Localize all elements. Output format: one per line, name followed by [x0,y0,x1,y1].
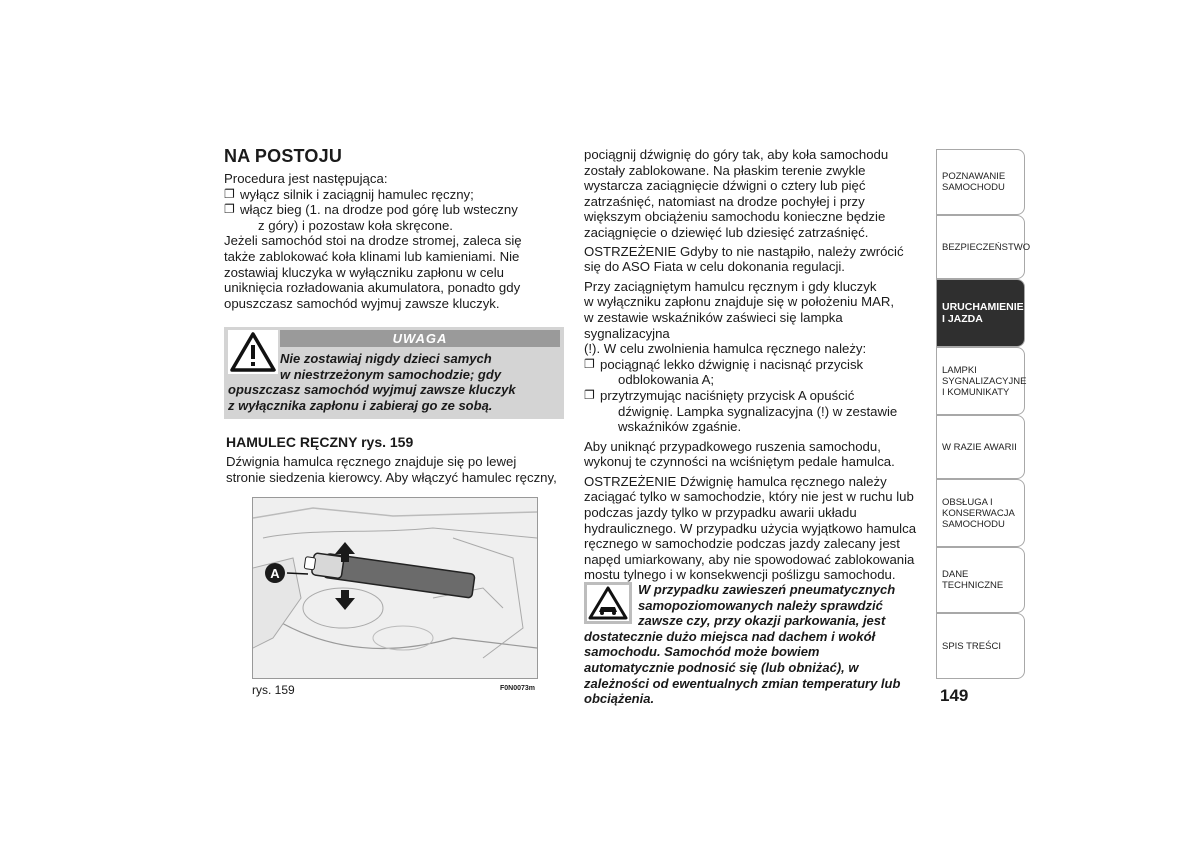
text-line: dostatecznie dużo miejsca nad dachem i wokół [584,628,876,644]
tab-label: W RAZIE AWARII [942,441,1017,453]
checkbox-bullet-icon: ❐ [224,202,235,217]
tab-label: BEZPIECZEŃSTWO [942,241,1031,253]
tab-label: SAMOCHODU [942,518,1005,530]
tab-lampki-sygnalizacyjne[interactable] [936,347,1025,415]
tab-label: OBSŁUGA I [942,496,993,508]
text-line: Aby uniknąć przypadkowego ruszenia samochodu, [584,438,881,454]
tab-label: DANE TECHNICZNE [942,569,1004,591]
tab-spis-tresci[interactable] [936,613,1025,679]
bullet-text: z góry) i pozostaw koła skręcone. [258,217,453,233]
car-roof-warning-icon [584,582,632,624]
list-item [224,187,564,203]
paragraph [584,439,920,470]
text-line: hydraulicznego. W przypadku użycia wyjątkowo hamulca [584,520,917,536]
text-line: zależności od ewentualnych zmian temperatury lub [584,675,901,691]
list-item [224,202,564,233]
section-title: NA POSTOJU [224,146,343,166]
page-number: 149 [940,686,969,705]
tab-w-razie-awarii[interactable] [936,415,1025,479]
intro-text: Procedura jest następująca: [224,171,388,186]
paragraph [584,244,920,275]
paragraph [584,147,920,241]
text-line: uniknięcia rozładowania akumulatora, ponadto gdy [224,280,521,296]
tab-label: SAMOCHODU [942,182,1005,193]
checkbox-bullet-icon: ❐ [584,387,595,402]
text-line: samopoziomowanych należy sprawdzić [638,597,883,613]
figure-code: F0N0073m [500,685,536,692]
tab-obsluga-i-konserwacja[interactable] [936,479,1025,547]
text-line: automatycznie podnosić się (lub obniżać), w [584,659,859,675]
figure-caption: rys. 159 [252,683,295,697]
text-line: Jeżeli samochód stoi na drodze stromej, zaleca się [224,233,522,249]
checkbox-bullet-icon: ❐ [224,186,235,201]
text-line: zostawiaj kluczyka w wyłączniku zapłonu w celu [224,264,504,280]
text-line: zostały zablokowane. Na płaskim terenie zwykle [584,162,866,178]
checkbox-bullet-icon: ❐ [584,356,595,371]
list-item [584,388,920,435]
text-line: zawsze czy, przy okazji parkowania, jest [638,613,886,629]
text-line: z wyłącznika zapłonu i zabieraj go ze sobą. [228,397,493,413]
text-line: obciążenia. [584,691,655,707]
text-line: wykonuj te czynności na wciśniętym pedale hamulca. [584,454,895,470]
handbrake-section [226,434,566,485]
bullet-text: dźwignię. Lampka sygnalizacyjna (!) w zestawie [618,403,898,419]
paragraph [584,279,920,357]
text-line: OSTRZEŻENIE Dźwignię hamulca ręcznego należy [584,473,887,489]
tab-poznawanie-samochodu[interactable] [936,149,1025,215]
tab-label: I KOMUNIKATY [942,386,1010,398]
list-item [584,357,920,388]
text-line: zaciągnięcie o dziewięć lub dziesięć zatrzaśnięć. [584,224,869,240]
bullet-text: odblokowania A; [618,372,715,388]
callout-A: A [270,566,280,581]
bullet-text: przytrzymując naciśnięty przycisk A opuścić [600,387,855,403]
text-line: w zestawie wskaźników zaświeci się lampka sygnalizacyjna [584,309,843,341]
note-text [584,582,920,707]
text-line: pociągnij dźwignię do góry tak, aby koła samochodu [584,147,889,162]
text-line: zatrzaśnięć, natomiast na drodze pochyłej i przy [584,193,865,209]
text-line: zaciągać tylko w samochodzie, który nie jest w ruchu lub [584,489,914,505]
bullet-text: wskaźników zgaśnie. [618,419,742,435]
text-line: Nie zostawiaj nigdy dzieci samych [280,351,492,366]
text-line: OSTRZEŻENIE Gdyby to nie nastąpiło, należy zwrócić [584,243,904,259]
text-line: stronie siedzenia kierowcy. Aby włączyć hamulec ręczny, [226,469,557,485]
text-line: w niestrzeżonym samochodzie; gdy [280,366,502,382]
subsection-title: HAMULEC RĘCZNY rys. 159 [226,434,414,450]
tab-label: URUCHAMIENIE [942,301,1024,313]
bullet-text: włącz bieg (1. na drodze pod górę lub wsteczny [240,202,518,218]
text-line: w wyłączniku zapłonu znajduje się w położeniu MAR, [584,294,895,310]
warning-header: UWAGA [280,330,560,347]
left-column [224,146,564,311]
text-line: także zablokować koła klinami lub kamieniami. Nie [224,248,520,264]
text-line: W przypadku zawieszeń pneumatycznych [638,582,896,597]
note-box [584,582,920,707]
text-line: (!). W celu zwolnienia hamulca ręcznego należy: [584,341,867,357]
text-line: samochodu. Samochód może bowiem [584,644,820,660]
text-line: Przy zaciągniętym hamulcu ręcznym i gdy kluczyk [584,278,877,294]
section-tabs [936,149,1031,679]
text-line: opuszczasz samochód wyjmuj zawsze kluczyk. [224,295,500,311]
text-line: się do ASO Fiata w celu dokonania regulacji. [584,259,845,275]
paragraph [224,233,564,311]
text-line: podczas jazdy tylko w przypadku awarii układu [584,505,857,521]
tab-label: I JAZDA [942,313,983,325]
tab-label: KONSERWACJA [942,507,1015,519]
tab-label: POZNAWANIE [942,171,1006,182]
paragraph [226,454,566,485]
tab-label: SPIS TREŚCI [942,640,1001,652]
tab-dane-techniczne[interactable] [936,547,1025,613]
text-line: wystarcza zaciągnięcie dźwigni o cztery lub pięć [584,178,866,194]
text-line: Dźwignia hamulca ręcznego znajduje się po lewej [226,454,517,469]
bullet-text: pociągnąć lekko dźwignię i nacisnąć przycisk [600,356,864,372]
tab-label: SYGNALIZACYJNE [942,375,1027,387]
tab-bezpieczenstwo[interactable] [936,215,1031,279]
tab-uruchamienie-i-jazda[interactable] [936,279,1025,347]
bullet-text: wyłącz silnik i zaciągnij hamulec ręczny; [240,186,474,202]
text-line: ręcznego w samochodzie podczas jazdy zalecany jest [584,536,900,552]
right-column [584,147,920,583]
handbrake-figure [252,497,538,679]
paragraph [584,474,920,583]
text-line: większym obciążeniu samochodu konieczne będzie [584,209,886,225]
warning-box [224,327,564,419]
text-line: opuszczasz samochód wyjmuj zawsze kluczyk [228,382,516,398]
warning-text [228,351,558,413]
text-line: napęd umiarkowany, aby nie spowodować zablokowania [584,551,915,567]
text-line: mostu tylnego i w konsekwencji poślizgu samochodu. [584,567,896,583]
tab-label: LAMPKI [942,364,977,376]
